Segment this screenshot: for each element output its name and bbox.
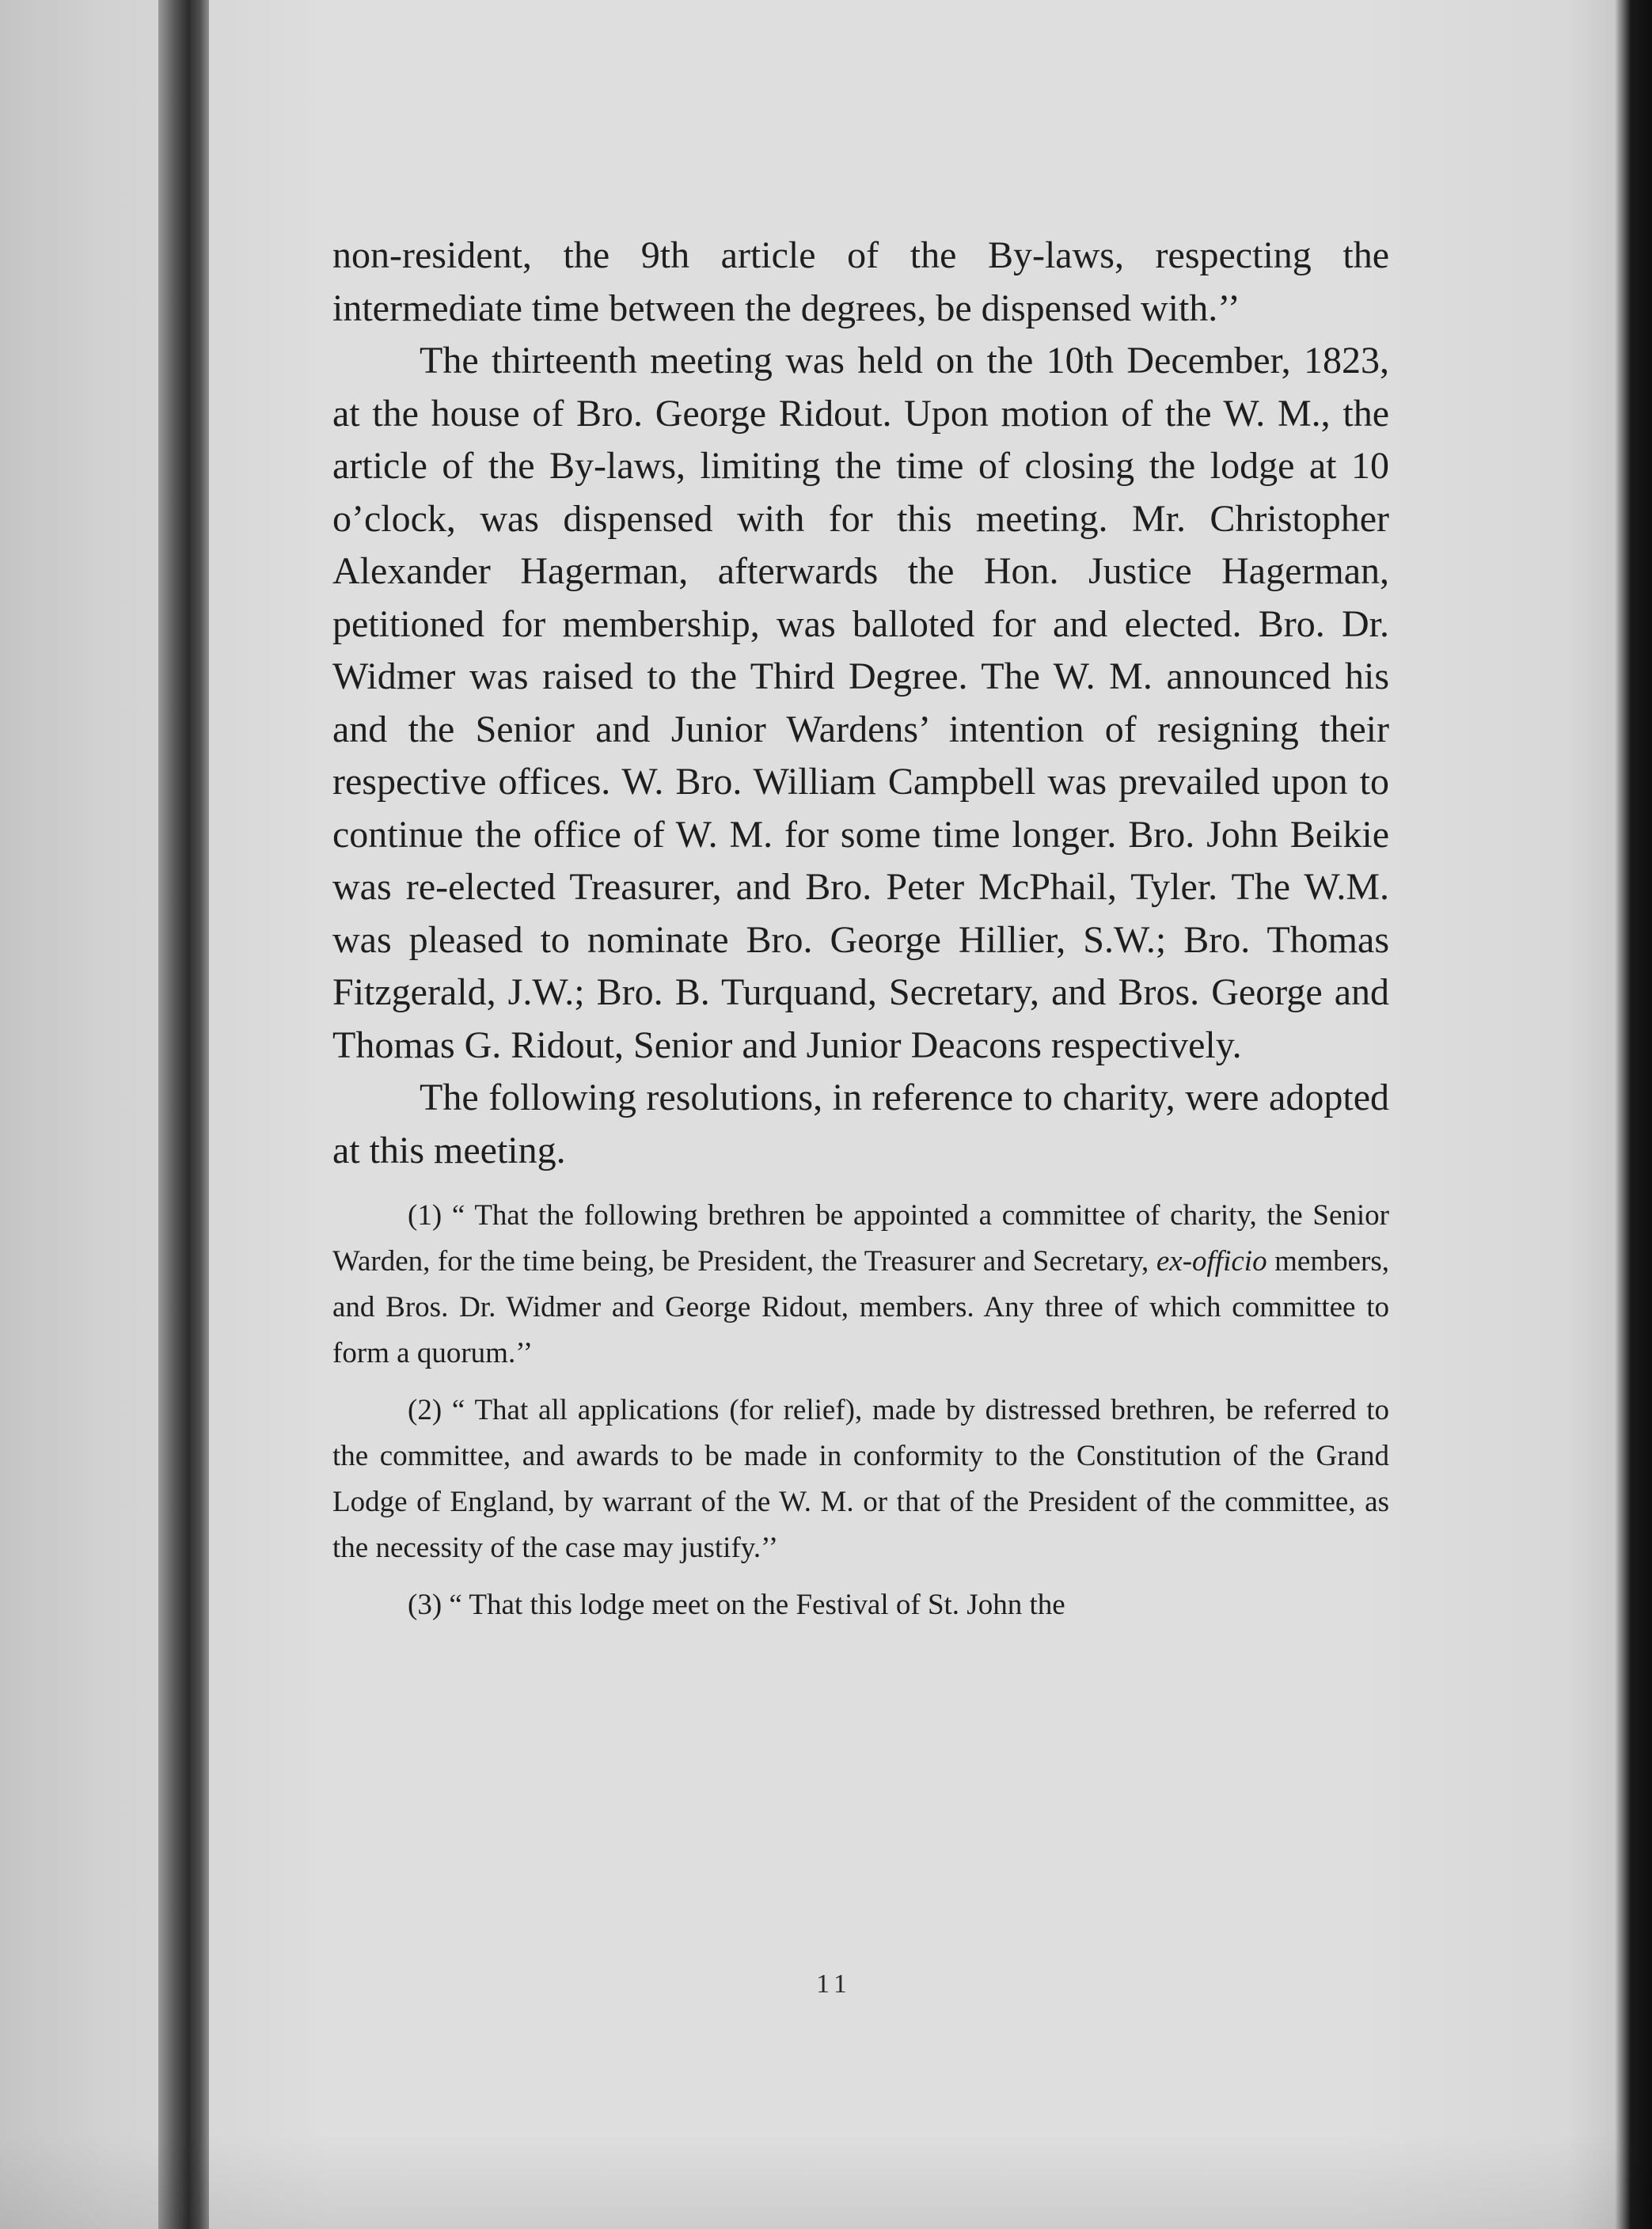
resolution-1 — [332, 1193, 1389, 1377]
page-text-block — [332, 230, 1389, 1628]
paragraph-resolutions-intro: The following resolutions, in reference to charity, were adopted at this meeting. — [332, 1077, 1389, 1171]
paragraph-continuation: non-resident, the 9th article of the By-laws, respecting the intermediate time between the degrees, be dispensed with.’’ — [332, 234, 1389, 329]
page-number: 11 — [816, 1969, 852, 1999]
resolution-1-text: (1) “ That the following brethren be appointed a committee of charity, the Senior Warden, for the time being, be President, the Treasurer and Secretary, — [332, 1199, 1389, 1278]
resolution-2-text: (2) “ That all applications (for relief), made by distressed brethren, be referred to the committee, and awards to be made in conformity to the Constitution of the Grand Lodge of England, by warrant of the W. M. or that of the President of the committee, as the necessity of the case may justify.’’ — [332, 1394, 1389, 1564]
resolution-1-italic: ex-officio — [1156, 1245, 1267, 1278]
bottom-shade — [0, 2134, 1652, 2229]
resolution-3-text: (3) “ That this lodge meet on the Festival of St. John the — [408, 1589, 1065, 1621]
resolution-1-text-end: members, and Bros. Dr. Widmer and George Ridout, members. Any three of which committee to form a quorum.’’ — [332, 1245, 1390, 1369]
resolution-3 — [332, 1582, 1389, 1628]
paragraph-thirteenth-meeting: The thirteenth meeting was held on the 10th December, 1823, at the house of Bro. George Ridout. Upon motion of the W. M., the article of the By-laws, limiting the time of closing the lodge at 10 o’clock, was dispensed with for this meeting. Mr. Christopher Alexander Hagerman, afterwards the Hon. Justice Hagerman, petitioned for membership, was balloted for and elected. Bro. Dr. Widmer was raised to the Third Degree. The W. M. announced his and the Senior and Junior Wardens’ intention of resigning their respective offices. W. Bro. William Campbell was prevailed upon to continue the office of W. M. for some time longer. Bro. John Beikie was re-elected Treasurer, and Bro. Peter McPhail, Tyler. The W.M. was pleased to nominate Bro. George Hillier, S.W.; Bro. Thomas Fitzgerald, J.W.; Bro. B. Turquand, Secretary, and Bros. George and Thomas G. Ridout, Senior and Junior Deacons respectively. — [332, 340, 1389, 1066]
book-spine-shadow — [158, 0, 209, 2229]
resolution-2 — [332, 1388, 1389, 1571]
